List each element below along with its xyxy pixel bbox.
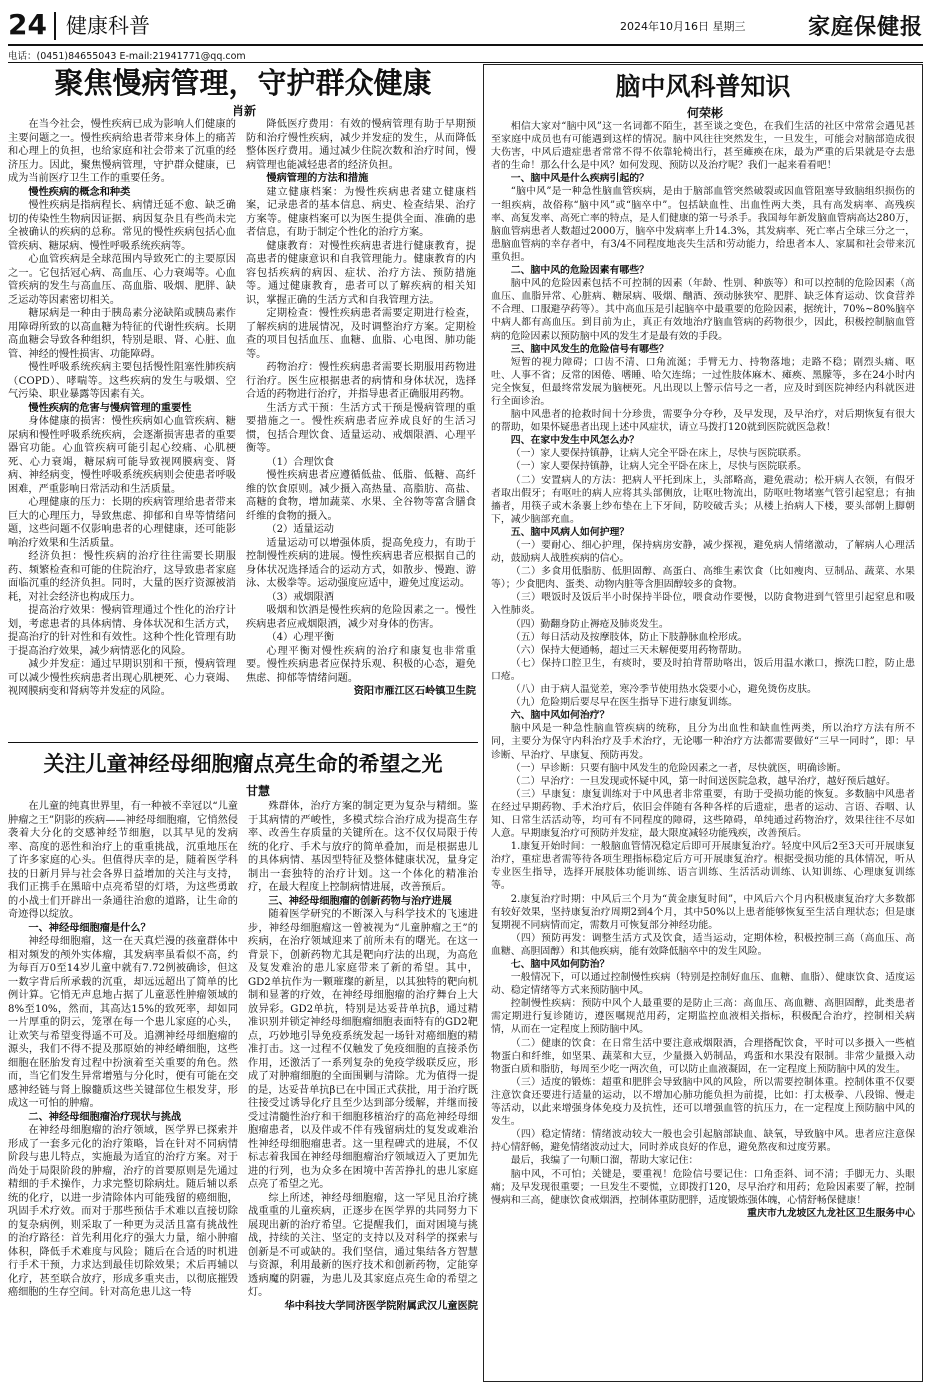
paragraph: （三）适度的锻炼：超重和肥胖会导致脑中风的风险，所以需要控制体重。控制体重不仅要注意饮食还要进行适量的运动，以不增加心肺功能负担为前提，比如：打太极拳、八段锦、慢走等活动，以此来增强身体免疫力及抗性，还可以增强血管的抗压力，在一定程度上预防脑中风的发生。 xyxy=(491,1076,915,1128)
subheading: 三、神经母细胞瘤的创新药物与治疗进展 xyxy=(268,894,452,907)
paragraph: （三）喂饭时及饭后半小时保持半卧位，喂食动作要慢，以防食物进到气管里引起窒息和吸入性肺炎。 xyxy=(491,592,915,617)
subheading: 二、神经母细胞瘤治疗现状与挑战 xyxy=(28,1110,182,1123)
paragraph: （二）健康的饮食：在日常生活中要注意戒烟限酒，合理搭配饮食，平时可以多摄入一些植物蛋白和纤维，如坚果、蔬菜和大豆，少量摄入奶制品，鸡蛋和水果没有限制。非常少量摄入动物蛋白质和脂肪，每周至少吃一两次鱼，可以防止血液凝固，在一定程度上预防脑中风的发生。 xyxy=(491,1037,915,1075)
paragraph: （五）每日活动及按摩肢体，防止下肢静脉血栓形成。 xyxy=(510,631,748,643)
subheading: 七、脑中风如何防治？ xyxy=(510,959,610,970)
paragraph: 降低医疗费用：有效的慢病管理有助于早期预防和治疗慢性疾病，减少并发症的发生，从而降低整体医疗费用。通过减少住院次数和治疗时间，慢病管理也能减轻患者的经济负担。 xyxy=(246,119,476,171)
paragraph: 心理平衡对慢性疾病的治疗和康复也非常重要。慢性疾病患者应保持乐观、积极的心态，避免焦虑、抑郁等情绪问题。 xyxy=(246,645,476,684)
paragraph: （二）多食用低脂肪、低胆固醇、高蛋白、高维生素饮食（比如瘦肉、豆制品、蔬菜、水果等）；少食肥肉、蛋类、动物内脏等含胆固醇较多的食物。 xyxy=(491,566,915,591)
paragraph: 吸烟和饮酒是慢性疾病的危险因素之一。慢性疾病患者应戒烟限酒，减少对身体的伤害。 xyxy=(246,605,476,630)
paragraph: 慢性疾病患者应遵循低盐、低脂、低糖、高纤维的饮食原则。减少摄入高热量、高脂肪、高盐、高糖的食物，增加蔬菜、水果、全谷物等富含膳食纤维的食物的摄入。 xyxy=(246,470,476,522)
paragraph: “脑中风”是一种急性脑血管疾病，是由于脑部血管突然破裂或因血管阻塞导致脑组织损伤的一组疾病，故俗称“脑中风”或“脑卒中”。包括缺血性、出血性两大类，具有高发病率、高残疾率、高复发率、高死亡率的特点，是人们健康的第一号杀手。我国每年新发脑血管病高达280万，脑血管病患者人数超过2000万，脑卒中发病率上升14.3%，其发病率、死亡率占全球三分之一，患脑血管病的幸存者中，有3/4不同程度地丧失生活和劳动能力，给患者本人、家属和社会带来沉重负担。 xyxy=(491,186,915,263)
article2-author: 甘慧 xyxy=(245,784,270,798)
subheading: 一、脑中风是什么疾病引起的？ xyxy=(510,173,650,185)
article1-title: 聚焦慢病管理，守护群众健康 xyxy=(54,66,432,100)
paragraph: 1.康复开始时间：一般脑血管情况稳定后即可开展康复治疗。轻度中风后2至3天可开展康复治疗，重症患者需等待各项生理指标稳定后方可开展康复治疗。根据受损功能的具体情况，听从专业医生指导，选择开展肢体功能训练、语言训练、生活活动训练、认知训练、心理康复训练等。 xyxy=(491,841,915,892)
contact-rule xyxy=(8,62,923,63)
article2-column-2 xyxy=(248,800,478,1382)
paragraph: 2.康复治疗时期：中风后三个月为“黄金康复时间”，中风后六个月内积极康复治疗大多数都有较好效果，坚持康复治疗周期2到4个月，其中50%以上患者能够恢复至生活自理状态；但是康复期视不同病情而定，需数月可恢复部分神经功能。 xyxy=(491,893,915,931)
paragraph: （一）要耐心、细心护理，保持病房安静，减少探视，避免病人情绪激动，了解病人心理活动，鼓励病人战胜疾病的信心。 xyxy=(491,540,915,565)
article1-column-2 xyxy=(246,118,476,740)
paragraph: 在儿童的纯真世界里，有一种被不幸冠以“儿童肿瘤之王”阴影的疾病——神经母细胞瘤，它悄然侵袭着大分化的交感神经节细胞，以其早见的发病率、高度的恶性和治疗上的重重挑战，沉重地压在了许多家庭的心头。但值得庆幸的是，随着医学科技的日新月异与社会各界日益增加的关注与支持，我们正携手在黑暗中点亮希望的灯塔，为这些勇敢的小战士们开辟出一条通往治愈的道路，让生命的奇迹得以绽放。 xyxy=(8,801,238,920)
paragraph: 心血管疾病是全球范围内导致死亡的主要原因之一。它包括冠心病、高血压、心力衰竭等。心血管疾病的发生与高血压、高血脂、吸烟、肥胖、缺乏运动等因素密切相关。 xyxy=(8,254,236,306)
paragraph: 脑中风是一种急性脑血管疾病的统称，且分为出血性和缺血性两类，所以治疗方法有所不同，主要分为保守内科治疗及手术治疗，无论哪一种治疗方法都需要做好“三早一同时”，即：早诊断、早治疗、早康复、预防再发。 xyxy=(491,723,915,761)
paragraph: （一）家人要保持镇静，让病人完全平卧在床上，尽快与医院联系。 xyxy=(510,448,808,460)
paragraph: 脑中风，不可怕；关键是，要重视！危险信号要记住：口角歪斜、词不清；手脚无力、头眼痛；及早发现很重要；一旦发生不要慌，立即拨打120，尽早治疗和用药；危险因素要了解，控制慢病和三高，健康饮食戒烟酒，控制体重防肥胖，适度锻炼强体魄，心情舒畅保健康！ xyxy=(491,1168,915,1206)
article2-title: 关注儿童神经母细胞瘤点亮生命的希望之光 xyxy=(43,751,443,776)
masthead-rule xyxy=(8,44,923,46)
subheading: 五、脑中风病人如何护理？ xyxy=(510,526,630,538)
subheading: 二、脑中风的危险因素有哪些？ xyxy=(510,265,650,277)
article1-author: 肖新 xyxy=(231,104,256,118)
paragraph: 在神经母细胞瘤的治疗领域，医学界已探索并形成了一套多元化的治疗策略，旨在针对不同病情阶段与患儿特点，实施最为适宜的治疗方案。对于尚处于局限阶段的肿瘤，治疗的首要原则是先通过精细的手术操作，力求完整切除病灶。随后辅以系统的化疗，以进一步清除体内可能残留的癌细胞，巩固手术疗效。而对于那些预估手术难以直接切除的复杂病例，则采取了一种更为灵活且富有挑战性的治疗路径：首先利用化疗的强大力量，缩小肿瘤体积，降低手术难度与风险；随后在合适的时机进行手术干预，力求达到最佳切除效果；术后再辅以化疗，甚至联合放疗，形成多重夹击，以彻底摧毁癌细胞的生存空间。针对高危患儿这一特 xyxy=(8,1125,238,1298)
author-affiliation: 资阳市雁江区石岭镇卫生院 xyxy=(353,685,476,697)
paragraph: 适量运动可以增强体质，提高免疫力，有助于控制慢性疾病的进展。慢性疾病患者应根据自己的身体状况选择适合的运动方式，如散步、慢跑、游泳、太极拳等。运动强度应适中，避免过度运动。 xyxy=(246,537,476,589)
paragraph: 殊群体，治疗方案的制定更为复杂与精细。鉴于其病情的严峻性，多模式综合治疗成为提高生存率、改善生存质量的关键所在。这不仅仅局限于传统的化疗、手术与放疗的简单叠加，而是根据患儿的具体病情、基因型特征及整体健康状况，量身定制出一套独特的治疗计划。这一个体化的精准治疗，在最大程度上控制病情进展，改善预后。 xyxy=(248,801,478,893)
paragraph: （3）戒烟限酒 xyxy=(266,591,334,603)
paragraph: 短暂的视力障碍；口齿不清、口角流涎；手臂无力、持物落地；走路不稳；剧烈头痛、呕吐、人事不省；反常的困倦、嗜睡、哈欠连绵；一过性肢体麻木、瘫痪、黑朦等，多在24小时内完全恢复，但最终常发展为脑梗死。凡出现以上警示信号之一者，应及时到医院神经内科就医进行全面诊治。 xyxy=(491,356,915,407)
paragraph: 健康教育：对慢性疾病患者进行健康教育，提高患者的健康意识和自我管理能力。健康教育的内容包括疾病的病因、症状、治疗方法、预防措施等。通过健康教育，患者可以了解疾病的相关知识，掌握正确的生活方式和自我管理方法。 xyxy=(246,240,476,306)
article3-title: 脑中风科普知识 xyxy=(615,72,791,101)
paragraph: 生活方式干预：生活方式干预是慢病管理的重要措施之一。慢性疾病患者应养成良好的生活习惯，包括合理饮食、适量运动、戒烟限酒、心理平衡等。 xyxy=(246,402,476,454)
paragraph: 经济负担：慢性疾病的治疗往往需要长期服药、频繁检查和可能的住院治疗，这导致患者家庭面临沉重的经济负担。同时，大量的医疗资源被消耗，对社会经济也构成压力。 xyxy=(8,551,236,603)
paragraph: （2）适量运动 xyxy=(266,524,334,535)
paragraph: 建立健康档案：为慢性疾病患者建立健康档案，记录患者的基本信息、病史、检查结果、治疗方案等。健康档案可以为医生提供全面、准确的患者信息，有助于制定个性化的治疗方案。 xyxy=(246,186,476,238)
author-affiliation: 华中科技大学同济医学院附属武汉儿童医院 xyxy=(284,1299,478,1312)
paragraph: 随着医学研究的不断深入与科学技术的飞速进步，神经母细胞瘤这一曾被视为“儿童肿瘤之王”的疾病，在治疗领域迎来了前所未有的曙光。在这一背景下，创新药物尤其是靶向疗法的出现，为高危及复发难治的患儿家庭带来了新的希望。其中，GD2单抗作为一颗璀璨的新星，以其独特的靶向机制和显著的疗效，在神经母细胞瘤的治疗舞台上大放异彩。GD2单抗，特别是达妥昔单抗β，通过精准识别并锁定神经母细胞瘤细胞表面特有的GD2靶点，巧妙地引导免疫系统发起一场针对癌细胞的精准打击。这一过程不仅触发了免疫细胞的直接杀伤作用，还激活了一系列复杂的免疫学级联反应，形成了对肿瘤细胞的全面围剿与清除。尤为值得一提的是，达妥昔单抗β已在中国正式获批，用于治疗既往接受过诱导化疗且至少达到部分缓解，并继而接受过清髓性治疗和干细胞移植治疗的高危神经母细胞瘤患者，以及伴或不伴有残留病灶的复发或难治性神经母细胞瘤患者。这一里程碑式的进展，不仅标志着我国在神经母细胞瘤治疗领域迈入了更加先进的行列，也为众多在困境中苦苦挣扎的患儿家庭点亮了希望之光。 xyxy=(248,909,478,1190)
paragraph: （二）安置病人的方法：把病人平托到床上，头部略高，避免震动；松开病人衣领，有假牙者取出假牙；有呕吐的病人应将其头部侧放，让呕吐物流出，防呕吐物堵塞气管引起窒息；有抽搐者，用筷子或木条裹上纱布垫在上下牙间，防咬破舌头；从楼上抬病人下楼，要头部朝上脚朝下，减少脑部充血。 xyxy=(491,474,915,525)
paragraph: （七）保持口腔卫生，有痰时，要及时拍背帮助咯出，饭后用温水漱口，擦洗口腔，防止患口疮。 xyxy=(491,657,915,682)
article2-column-1 xyxy=(8,800,238,1382)
paragraph: 慢性疾病是指病程长、病情迁延不愈、缺乏确切的传染性生物病因证据、病因复杂且有些尚未完全被确认的疾病的总称。常见的慢性疾病包括心血管疾病、糖尿病、慢性呼吸系统疾病等。 xyxy=(8,200,236,252)
masthead-divider xyxy=(54,12,56,40)
subheading: 六、脑中风如何治疗？ xyxy=(510,710,610,722)
paragraph: 神经母细胞瘤，这一在天真烂漫的孩童群体中相对频发的颅外实体瘤，其发病率虽看似不高，约为每百万0至14岁儿童中就有7.72例被确诊，但这一数字背后所承载的沉重，却远远超出了简单的比例计算。它悄无声息地占据了儿童恶性肿瘤领域的8%至10%，然而，其高达15%的致死率，却如同一片厚重的阴云，笼罩在每一个患儿家庭的心头，让欢笑与希望变得遥不可及。追溯神经母细胞瘤的源头，我们不得不提及那原始的神经嵴细胞，这些细胞在胚胎发育过程中扮演着至关重要的角色。然而，当它们发生异常增殖与分化时，便有可能在交感神经链与肾上腺髓质这些关键部位生根发芽，形成这一可怕的肿瘤。 xyxy=(8,936,238,1109)
author-affiliation: 重庆市九龙坡区九龙社区卫生服务中心 xyxy=(747,1207,915,1219)
paragraph: 定期检查：慢性疾病患者需要定期进行检查，了解疾病的进展情况，及时调整治疗方案。定期检查的项目包括血压、血糖、血脂、心电图、肺功能等。 xyxy=(246,308,476,360)
section-title: 健康科普 xyxy=(66,14,150,38)
article3-author: 何荣彬 xyxy=(686,106,723,120)
paragraph: （一）家人要保持镇静，让病人完全平卧在床上，尽快与医院联系。 xyxy=(510,461,808,473)
subheading: 慢性疾病的危害与慢病管理的重要性 xyxy=(28,401,192,414)
paragraph: 糖尿病是一种由于胰岛素分泌缺陷或胰岛素作用障碍所致的以高血糖为特征的代谢性疾病。长期高血糖会导致各种组织，特别是眼、肾、心脏、血管、神经的慢性损害、功能障碍。 xyxy=(8,308,236,360)
contact-line: 电话：(0451)84655043 E-mail:21941771@qq.com xyxy=(8,51,246,62)
paragraph: 慢性呼吸系统疾病主要包括慢性阻塞性肺疾病（COPD）、哮喘等。这些疾病的发生与吸烟、空气污染、职业暴露等因素有关。 xyxy=(8,362,236,400)
newspaper-name: 家庭保健报 xyxy=(807,14,923,40)
paragraph: （二）早治疗：一旦发现或怀疑中风，第一时间送医院急救，越早治疗，越好预后越好。 xyxy=(510,775,896,787)
paragraph: 心理健康的压力：长期的疾病管理给患者带来巨大的心理压力，导致焦虑、抑郁和自卑等情绪问题，这些问题不仅影响患者的心理健康，还可能影响治疗效果和生活质量。 xyxy=(8,497,236,549)
article-divider xyxy=(8,742,478,743)
paragraph: 相信大家对“脑中风”这一名词都不陌生，甚至谈之变色，在我们生活的社区中常常会遇见甚至家庭中成员也有可能遇到这样的情况。脑中风往往突然发生，一旦发生，可能会对脑部造成很大伤害，中风后遗症患者常常不得不依靠轮椅出行，甚至瘫痪在床，最为严重的后果就是夺去患者的生命！那么什么是中风？如何发现、预防以及治疗呢？我们一起来看看吧！ xyxy=(491,121,915,172)
subheading: 四、在家中发生中风怎么办？ xyxy=(510,435,640,447)
masthead xyxy=(8,8,923,46)
subheading: 慢性疾病的概念和种类 xyxy=(28,185,131,198)
paragraph: （四）稳定情绪：情绪波动较大一般也会引起脑部缺血、缺氧，导致脑中风。患者应注意保持心情舒畅，避免情绪波动过大，同时养成良好的作息，避免熬夜和过度劳累。 xyxy=(491,1129,915,1154)
subheading: 一、神经母细胞瘤是什么？ xyxy=(28,921,151,934)
paragraph: （4）心理平衡 xyxy=(266,632,334,643)
paragraph: （1）合理饮食 xyxy=(266,456,334,468)
paragraph: （八）由于病人温觉差，寒冷季节使用热水袋要小心，避免烫伤皮肤。 xyxy=(510,684,817,696)
paragraph: 最后，我编了一句顺口溜，帮助大家记住： xyxy=(510,1155,699,1167)
paragraph: （三）早康复：康复训练对于中风患者非常重要，有助于受损功能的恢复。多数脑中风患者在经过早期药物、手术治疗后，依旧会伴随有各种各样的后遗症，患者的运动、言语、吞咽、认知、日常生活活动等，均可有不同程度的障碍，这些障碍，单纯通过药物治疗，效果往往不尽如人意。早期康复治疗可预防并发症，最大限度减轻功能残疾，改善预后。 xyxy=(491,788,915,840)
subheading: 三、脑中风发生的危险信号有哪些？ xyxy=(510,343,669,355)
paragraph: （六）保持大便通畅，超过三天未解便要用药物帮助。 xyxy=(510,644,748,656)
paragraph: 综上所述，神经母细胞瘤，这一罕见且治疗挑战重重的儿童疾病，正逐步在医学界的共同努力下展现出新的治疗希望。它提醒我们，面对困境与挑战，持续的关注、坚定的支持以及对科学的探索与创新是不可或缺的。我们坚信，通过集结各方智慧与资源，利用最新的医疗技术和创新药物，定能穿透病魔的阴霾，为患儿及其家庭点亮生命的希望之灯。 xyxy=(248,1192,478,1298)
issue-date: 2024年10月16日 星期三 xyxy=(620,20,746,33)
paragraph: 脑中风患者的抢救时间十分珍贵，需要争分夺秒，及早发现，及早治疗，对后期恢复有很大的帮助，如果怀疑患者出现上述中风症状，请立马拨打120就到医院就医急救！ xyxy=(491,409,915,434)
paragraph: 药物治疗：慢性疾病患者需要长期服用药物进行治疗。医生应根据患者的病情和身体状况，选择合适的药物进行治疗，并指导患者正确服用药物。 xyxy=(246,362,476,400)
paragraph: 提高治疗效果：慢病管理通过个性化的治疗计划，考虑患者的具体病情、身体状况和生活方式，提高治疗的针对性和有效性。这种个性化管理有助于提高治疗效果，减少病情恶化的风险。 xyxy=(8,605,236,657)
article3-body xyxy=(491,120,915,1376)
paragraph: 控制慢性疾病：预防中风个人最重要的是防止三高：高血压、高血糖、高胆固醇，此类患者需定期进行复诊随访，遵医嘱规范用药，定期监控血液相关指标，积极配合治疗，控制相关病情，从而在一定程度上预防脑中风。 xyxy=(491,998,915,1036)
article1-column-1 xyxy=(8,118,236,740)
paragraph: （四）勤翻身防止褥疮及肺炎发生。 xyxy=(510,618,669,630)
paragraph: （九）危险期后要尽早在医生指导下进行康复训练。 xyxy=(510,697,738,709)
paragraph: （一）早诊断：只要有脑中风发生的危险因素之一者，尽快就医，明确诊断。 xyxy=(510,762,847,774)
paragraph: 在当今社会，慢性疾病已成为影响人们健康的主要问题之一。慢性疾病给患者带来身体上的痛苦和心理上的负担，也给家庭和社会带来了沉重的经济压力。因此，聚焦慢病管理，守护群众健康，已成为当前医疗卫生工作的重要任务。 xyxy=(8,119,236,184)
paragraph: （四）预防再发：调整生活方式及饮食，适当运动，定期体检，积极控制三高（高血压、高血糖、高胆固醇）和其他疾病，能有效降低脑卒中的发生风险。 xyxy=(491,932,915,957)
subheading: 慢病管理的方法和措施 xyxy=(266,172,369,184)
paragraph: 脑中风的危险因素包括不可控制的因素（年龄、性别、种族等）和可以控制的危险因素（高血压、血脂异常、心脏病、糖尿病、吸烟、酗酒、颈动脉狭窄、肥胖、缺乏体育运动、饮食营养不合理、口服避孕药等）。其中高血压是引起脑卒中最重要的危险因素，据统计，70%~80%脑卒中病人都有高血压。到目前为止，真正有效地治疗脑血管病的药物很少，因此，积极控制脑血管病的危险因素以预防脑中风的发生才是最有效的手段。 xyxy=(491,278,915,342)
page-number: 24 xyxy=(8,8,47,41)
paragraph: 减少并发症：通过早期识别和干预，慢病管理可以减少慢性疾病患者出现心肌梗死、心力衰竭、视网膜病变和肾病等并发症的风险。 xyxy=(8,659,236,697)
paragraph: 一般情况下，可以通过控制慢性疾病（特别是控制好血压、血糖、血脂）、健康饮食、适度运动、稳定情绪等方式来预防脑中风。 xyxy=(491,972,915,997)
paragraph: 身体健康的损害：慢性疾病如心血管疾病、糖尿病和慢性呼吸系统疾病，会逐渐损害患者的重要器官功能。心血管疾病可能引起心绞痛、心肌梗死、心力衰竭，糖尿病可能导致视网膜病变、肾病、神经病变，慢性呼吸系统疾病则会使患者呼吸困难，严重影响日常活动和生活质量。 xyxy=(8,416,236,495)
